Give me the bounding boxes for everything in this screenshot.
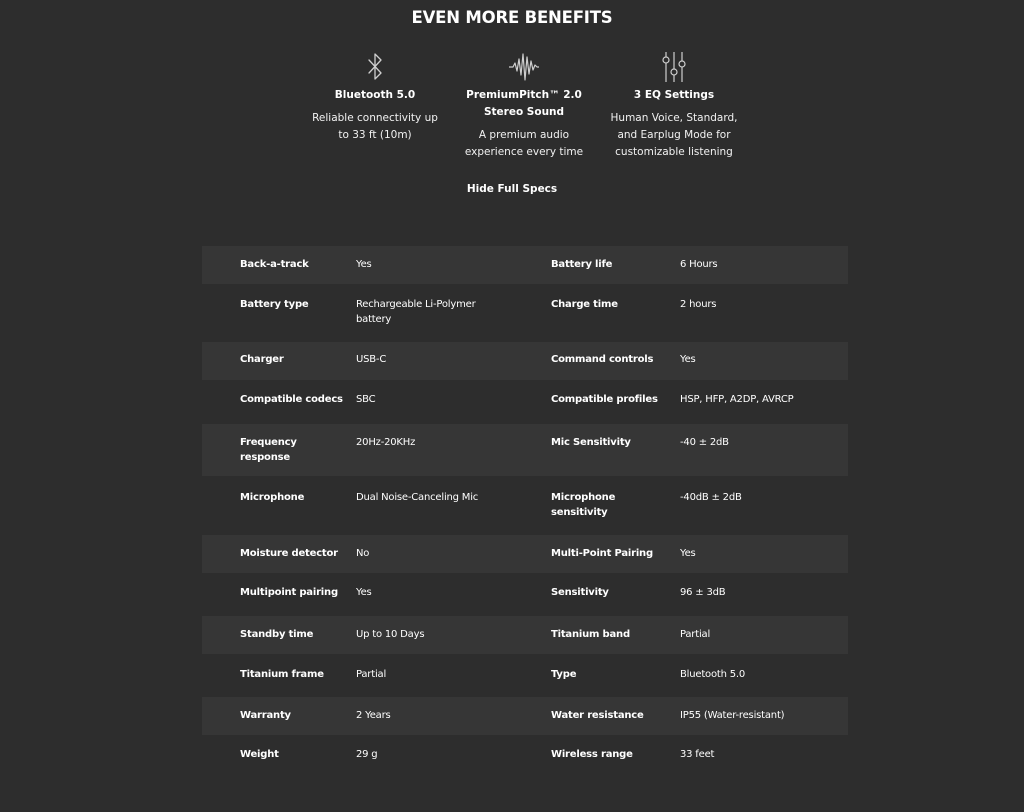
spec-label: Wireless range (551, 749, 633, 760)
spec-value-line: battery (356, 314, 392, 325)
spec-label: Weight (240, 749, 279, 760)
spec-row (202, 573, 848, 616)
spec-value: SBC (356, 394, 376, 405)
spec-label: Back-a-track (240, 259, 309, 270)
spec-value: Bluetooth 5.0 (680, 669, 746, 680)
spec-label: Titanium frame (240, 669, 324, 680)
spec-value: 96 ± 3dB (680, 587, 726, 598)
spec-label: Charger (240, 354, 284, 365)
spec-label: Warranty (240, 710, 291, 721)
spec-label: Sensitivity (551, 587, 609, 598)
benefit-desc-line: customizable listening (615, 146, 733, 158)
spec-row (202, 535, 848, 573)
spec-row (202, 735, 848, 779)
spec-value: 2 Years (356, 710, 391, 721)
spec-label-line: Frequency (240, 437, 297, 448)
spec-value: No (356, 548, 370, 559)
benefit-desc-line: Human Voice, Standard, (610, 112, 738, 124)
benefit-premium-pitch (449, 50, 599, 161)
spec-value (356, 297, 526, 327)
benefit-bluetooth (300, 50, 450, 144)
spec-value: -40 ± 2dB (680, 437, 729, 448)
spec-value: Yes (356, 587, 372, 598)
benefit-desc-line: and Earplug Mode for (617, 129, 731, 141)
spec-label: Titanium band (551, 629, 630, 640)
spec-row (202, 697, 848, 735)
spec-value: Yes (356, 259, 372, 270)
spec-label (240, 435, 344, 465)
spec-value: 6 Hours (680, 259, 718, 270)
spec-value: Partial (680, 629, 711, 640)
spec-row (202, 284, 848, 342)
spec-label: Type (551, 669, 577, 680)
spec-label: Microphone (240, 492, 305, 503)
equalizer-sliders-icon (661, 50, 687, 84)
spec-row (202, 342, 848, 380)
spec-label: Command controls (551, 354, 654, 365)
spec-label: Battery type (240, 299, 309, 310)
spec-value: -40dB ± 2dB (680, 492, 742, 503)
benefit-title-line: 3 EQ Settings (633, 89, 715, 101)
benefit-eq-settings (599, 50, 749, 161)
benefit-desc-line: Reliable connectivity up (312, 112, 438, 124)
sound-wave-icon (507, 50, 541, 84)
benefit-title-line: Stereo Sound (483, 106, 565, 118)
section-title: EVEN MORE BENEFITS (411, 8, 613, 27)
spec-value: 20Hz-20KHz (356, 437, 416, 448)
benefit-title-line: Bluetooth 5.0 (334, 89, 416, 101)
spec-row (202, 424, 848, 476)
spec-row (202, 246, 848, 284)
spec-value: 2 hours (680, 299, 717, 310)
spec-value: IP55 (Water-resistant) (680, 710, 785, 721)
spec-value: Yes (680, 548, 696, 559)
benefit-desc-line: to 33 ft (10m) (338, 129, 412, 141)
spec-row (202, 380, 848, 424)
spec-label: Compatible codecs (240, 394, 343, 405)
spec-value: 33 feet (680, 749, 715, 760)
spec-value: USB-C (356, 354, 387, 365)
spec-label: Battery life (551, 259, 613, 270)
spec-row (202, 476, 848, 535)
specs-table (202, 246, 848, 779)
spec-label-line: Microphone (551, 492, 616, 503)
spec-value: Up to 10 Days (356, 629, 425, 640)
spec-label: Charge time (551, 299, 618, 310)
spec-value: 29 g (356, 749, 378, 760)
benefit-desc-line: A premium audio (478, 129, 570, 141)
benefit-desc-line: experience every time (464, 146, 584, 158)
hide-full-specs-button[interactable]: Hide Full Specs (466, 183, 558, 195)
spec-label: Multi-Point Pairing (551, 548, 653, 559)
spec-label-line: sensitivity (551, 507, 608, 518)
spec-value: Dual Noise-Canceling Mic (356, 492, 479, 503)
spec-label: Compatible profiles (551, 394, 658, 405)
spec-label: Moisture detector (240, 548, 338, 559)
spec-label: Multipoint pairing (240, 587, 338, 598)
spec-label: Mic Sensitivity (551, 437, 631, 448)
spec-value: HSP, HFP, A2DP, AVRCP (680, 394, 794, 405)
spec-label: Standby time (240, 629, 314, 640)
benefit-title-line: PremiumPitch™ 2.0 (466, 89, 582, 101)
bluetooth-icon (363, 50, 387, 84)
spec-value: Partial (356, 669, 387, 680)
spec-value-line: Rechargeable Li-Polymer (356, 299, 476, 310)
spec-label (551, 490, 669, 520)
spec-value: Yes (680, 354, 696, 365)
spec-label-line: response (240, 452, 290, 463)
spec-row (202, 654, 848, 697)
spec-label: Water resistance (551, 710, 644, 721)
spec-row (202, 616, 848, 654)
